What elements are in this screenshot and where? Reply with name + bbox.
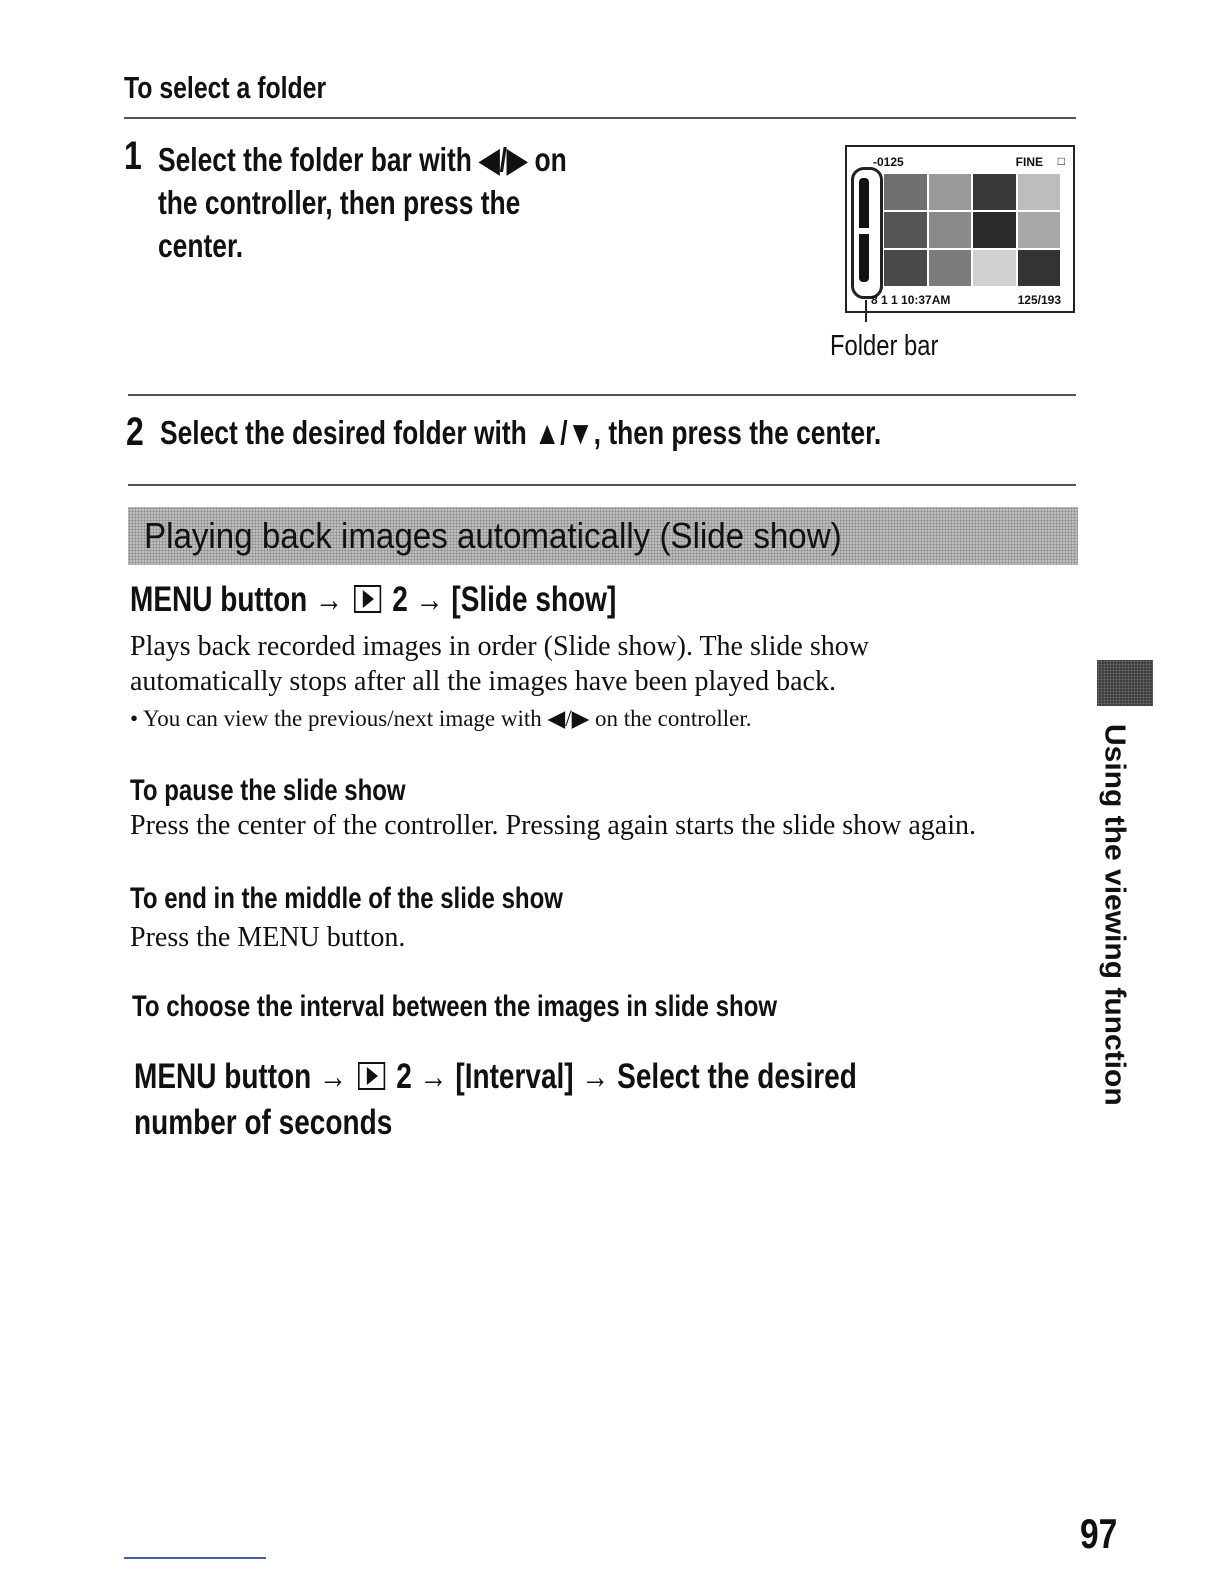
menu-path-line: number of seconds — [134, 1103, 393, 1142]
thumbnail — [883, 211, 928, 249]
thumbnail — [928, 249, 973, 287]
body-text-line: automatically stops after all the images have been played back. — [130, 666, 836, 697]
step-number-2: 2 — [126, 410, 144, 454]
thumbnail — [928, 211, 973, 249]
pause-heading: To pause the slide show — [130, 774, 406, 807]
note-text: • You can view the previous/next image with ◀/▶ on the controller. — [130, 706, 752, 731]
page-number: 97 — [1080, 1510, 1118, 1557]
step-1-line: center. — [158, 227, 244, 264]
side-tab-marker — [1097, 660, 1153, 706]
menu-path-suffix: 2 → [Interval] → Select the desired — [396, 1057, 857, 1096]
thumbnail — [972, 173, 1017, 211]
thumbnail — [883, 173, 928, 211]
date-time: 8 1 1 10:37AM — [871, 293, 951, 307]
folder-bar-label: Folder bar — [830, 330, 939, 362]
playback-icon — [358, 1062, 385, 1090]
footer-rule — [124, 1557, 266, 1559]
callout-line — [865, 300, 867, 322]
image-size-icon: □ — [1057, 154, 1065, 168]
end-heading: To end in the middle of the slide show — [130, 882, 563, 915]
menu-path-suffix: 2 → [Slide show] — [392, 580, 617, 619]
menu-path-prefix: MENU button → — [134, 1057, 348, 1096]
thumbnail — [972, 249, 1017, 287]
menu-path-slide-show — [130, 580, 616, 620]
screen-top-bar — [847, 147, 1073, 171]
step-2-instruction: Select the desired folder with ▲/▼, then press the center. — [160, 414, 882, 451]
step-number-1: 1 — [124, 134, 142, 178]
menu-path-prefix: MENU button → — [130, 580, 344, 619]
side-tab-label: Using the viewing function — [1098, 724, 1131, 1106]
thumbnail — [1017, 173, 1062, 211]
step-1-line: Select the folder bar with ◀/▶ on — [158, 141, 567, 178]
step-1-line: the controller, then press the — [158, 184, 521, 221]
step-1-instruction — [158, 138, 567, 267]
pause-text: Press the center of the controller. Pressing again starts the slide show again. — [130, 810, 977, 841]
body-text-line: Plays back recorded images in order (Slide show). The slide show — [130, 631, 869, 662]
screen-bottom-bar — [847, 287, 1073, 311]
thumbnail — [928, 173, 973, 211]
subsection-heading: To select a folder — [124, 70, 327, 105]
divider — [128, 394, 1076, 396]
section-title: Playing back images automatically (Slide show) — [144, 515, 842, 556]
section-banner — [128, 507, 1078, 565]
interval-heading: To choose the interval between the images in slide show — [132, 990, 778, 1023]
thumbnail — [883, 249, 928, 287]
folder-bar — [851, 167, 883, 299]
menu-path-line — [134, 1054, 857, 1100]
camera-screen-illustration — [845, 145, 1075, 313]
folder-bar-position — [859, 228, 869, 234]
thumbnail — [1017, 249, 1062, 287]
end-text: Press the MENU button. — [130, 922, 406, 953]
thumbnail — [1017, 211, 1062, 249]
quality-label: FINE — [1015, 155, 1043, 169]
thumbnail — [972, 211, 1017, 249]
divider — [128, 484, 1076, 486]
folder-code: -0125 — [873, 155, 904, 169]
image-count: 125/193 — [1017, 293, 1061, 307]
divider — [124, 117, 1076, 119]
thumbnail-grid — [883, 173, 1061, 287]
menu-path-interval — [134, 1054, 857, 1146]
playback-icon — [354, 585, 381, 613]
